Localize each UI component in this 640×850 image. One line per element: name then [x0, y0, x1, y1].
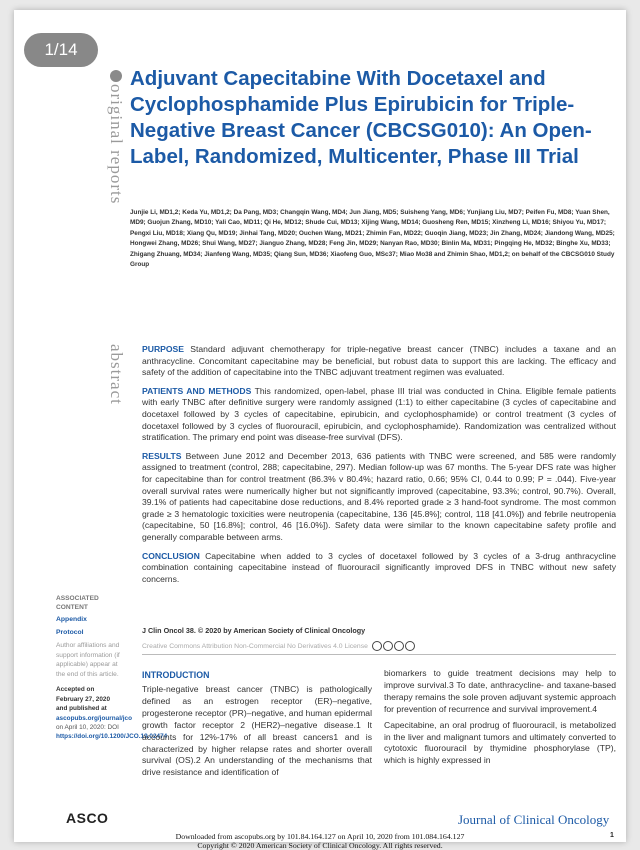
license-text: Creative Commons Attribution Non-Commercial No Derivatives 4.0 License — [142, 642, 368, 650]
creative-commons-icon — [372, 641, 415, 651]
introduction-column-1: Triple-negative breast cancer (TNBC) is pathologically defined as an estrogen receptor (ER)–negative, progesterone receptor (PR)–negative, and human epidermal growth factor receptor 2 (HER2)–negative disease.1 It accounts for 12%-17% of all breast cancers1 and is characterized by higher relapse rates and shorter overall survival (OS).2 An understanding of the mechanisms that drive resistance and identification of — [142, 684, 372, 778]
abstract-purpose: PURPOSE Standard adjuvant chemotherapy for triple-negative breast cancer (TNBC) includes a taxane and an anthracycline. Concomitant capecitabine may be beneficial, but robust data to support this are lacking. The efficacy and safety of the addition of capecitabine into the TNBC adjuvant treatment regimen was evaluated. — [142, 344, 616, 378]
abstract-label: abstract — [107, 344, 126, 405]
appendix-link[interactable]: Appendix — [56, 616, 87, 623]
paragraph: biomarkers to guide treatment decisions may help to improve survival.3 To date, anthracycline- and taxane-based therapy remains the sole proven adjuvant systemic approach for prevention of recurrence and survival improvement.4 — [384, 668, 616, 714]
introduction-column-2 — [384, 668, 616, 771]
article-title: Adjuvant Capecitabine With Docetaxel and Cyclophosphamide Plus Epirubicin for Triple-Negative Breast Cancer (CBCSG010): An Open-Label, Randomized, Multicenter, Phase III Trial — [130, 67, 592, 168]
author-list: Junjie Li, MD1,2; Keda Yu, MD1,2; Da Pang, MD3; Changqin Wang, MD4; Jun Jiang, MD5; Suisheng Yang, MD6; Yunjiang Liu, MD7; Peifen Fu, MD8; Yuan Shen, MD9; Guojun Zhang, MD10; Yali Cao, MD11; Qi He, MD12; Shude Cui, MD13; Xijing Wang, MD14; Guosheng Ren, MD15; Xinzheng Li, MD16; Shiyou Yu, MD17; Pengxi Liu, MD18; Xiang Qu, MD19; Jinhai Tang, MD20; Ouchen Wang, MD21; Zhimin Fan, MD22; Guoqin Jiang, MD23; Jin Zhang, MD24; Jiandong Wang, MD25; Hongwei Zhang, MD26; Shui Wang, MD27; Jianguo Zhang, MD28; Feng Jin, MD29; Nanyan Rao, MD30; Binlin Ma, MD31; Pingqing He, MD32; Binghe Xu, MD33; Zhigang Zhuang, MD34; Jianfeng Wang, MD35; Qiang Sun, MD36; Xiaofeng Guo, MSc37; Miao Mo38 and Zhimin Shao, MD1,2; on behalf of the CBCSG010 Study Group — [130, 209, 615, 269]
page-number: 1 — [610, 832, 614, 839]
sidebar-info — [56, 594, 168, 742]
doi-link[interactable]: https://doi.org/10.1200/JCO.19.02474 — [56, 733, 168, 741]
download-line: Downloaded from ascopubs.org by 101.84.164.127 on April 10, 2020 from 101.084.164.127 — [175, 832, 465, 841]
original-reports-icon — [110, 70, 122, 82]
asco-logo: ASCO — [66, 810, 109, 826]
abstract-results: RESULTS Between June 2012 and December 2013, 636 patients with TNBC were screened, and 585 were randomly assigned to treatment (control, 288; capecitabine, 297). Median follow-up was 67 months. The 5-year DFS rate was higher for capecitabine than for control treatment (86.3% v 80.4%; hazard ratio, 0.66; 95% CI, 0.44 to 0.99; P = .044). Five-year overall survival rates were numerically higher but not significantly improved (capecitabine, 93.3%; control, 90.7%). Overall, 39.1% of patients had capecitabine dose reductions, and 8.4% reported grade ≥ 3 hand-foot syndrome. The most common grade ≥ 3 hematologic toxicities were neutropenia (capecitabine, 136 [45.8%]; control, 118 [41.0%]) and febrile neutropenia (capecitabine, 50 [16.8%]; control, 46 [16.0%]). Safety data were similar to the known capecitabine safety profile and generally comparable between arms. — [142, 450, 616, 542]
section-label: original reports — [107, 84, 126, 205]
publication-info: Accepted on February 27, 2020 and published at ascopubs.org/journal/jco on April 10, 2020: DOI https://doi.org/10.1200/JCO.19.02474 — [56, 686, 168, 741]
download-notice — [0, 832, 640, 850]
associated-content-heading: ASSOCIATED CONTENT — [56, 595, 99, 611]
protocol-link[interactable]: Protocol — [56, 629, 84, 636]
paragraph: Capecitabine, an oral prodrug of fluorouracil, is metabolized in the liver and malignant tumors and ultimately converted to cytotoxic fluorouracil by thymidine phosphorylase (TP), which is highly expressed in — [384, 719, 616, 766]
journal-name: Journal of Clinical Oncology — [458, 812, 610, 827]
document-page — [14, 10, 626, 842]
citation: J Clin Oncol 38. © 2020 by American Society of Clinical Oncology — [142, 626, 366, 635]
introduction-heading: INTRODUCTION — [142, 670, 210, 680]
affiliations-note: Author affiliations and support information (if applicable) appear at the end of this article. — [56, 642, 120, 678]
page-indicator[interactable]: 1/14 — [24, 33, 98, 67]
journal-link[interactable]: ascopubs.org/journal/jco — [56, 714, 132, 722]
abstract — [142, 344, 616, 592]
abstract-conclusion: CONCLUSION Capecitabine when added to 3 cycles of docetaxel followed by 3 cycles of a 3-drug anthracycline combination containing capecitabine instead of fluorouracil significantly improved DFS in TNBC without new safety concerns. — [142, 550, 616, 584]
copyright-line: Copyright © 2020 American Society of Clinical Oncology. All rights reserved. — [197, 841, 443, 850]
abstract-methods: PATIENTS AND METHODS This randomized, open-label, phase III trial was conducted in China. Eligible female patients with early TNBC after definitive surgery were randomly assigned (1:1) to either capecitabine (3 cycles of capecitabine and docetaxel followed by 3 cycles of capecitabine, epirubicin, and cyclophosphamide) or control treatment (3 cycles of docetaxel followed by 3 cycles of fluorouracil, epirubicin, and cyclophosphamide). Randomization was centralized without stratification. The primary end point was disease-free survival (DFS). — [142, 385, 616, 443]
license-line — [142, 641, 415, 651]
divider — [142, 654, 616, 655]
